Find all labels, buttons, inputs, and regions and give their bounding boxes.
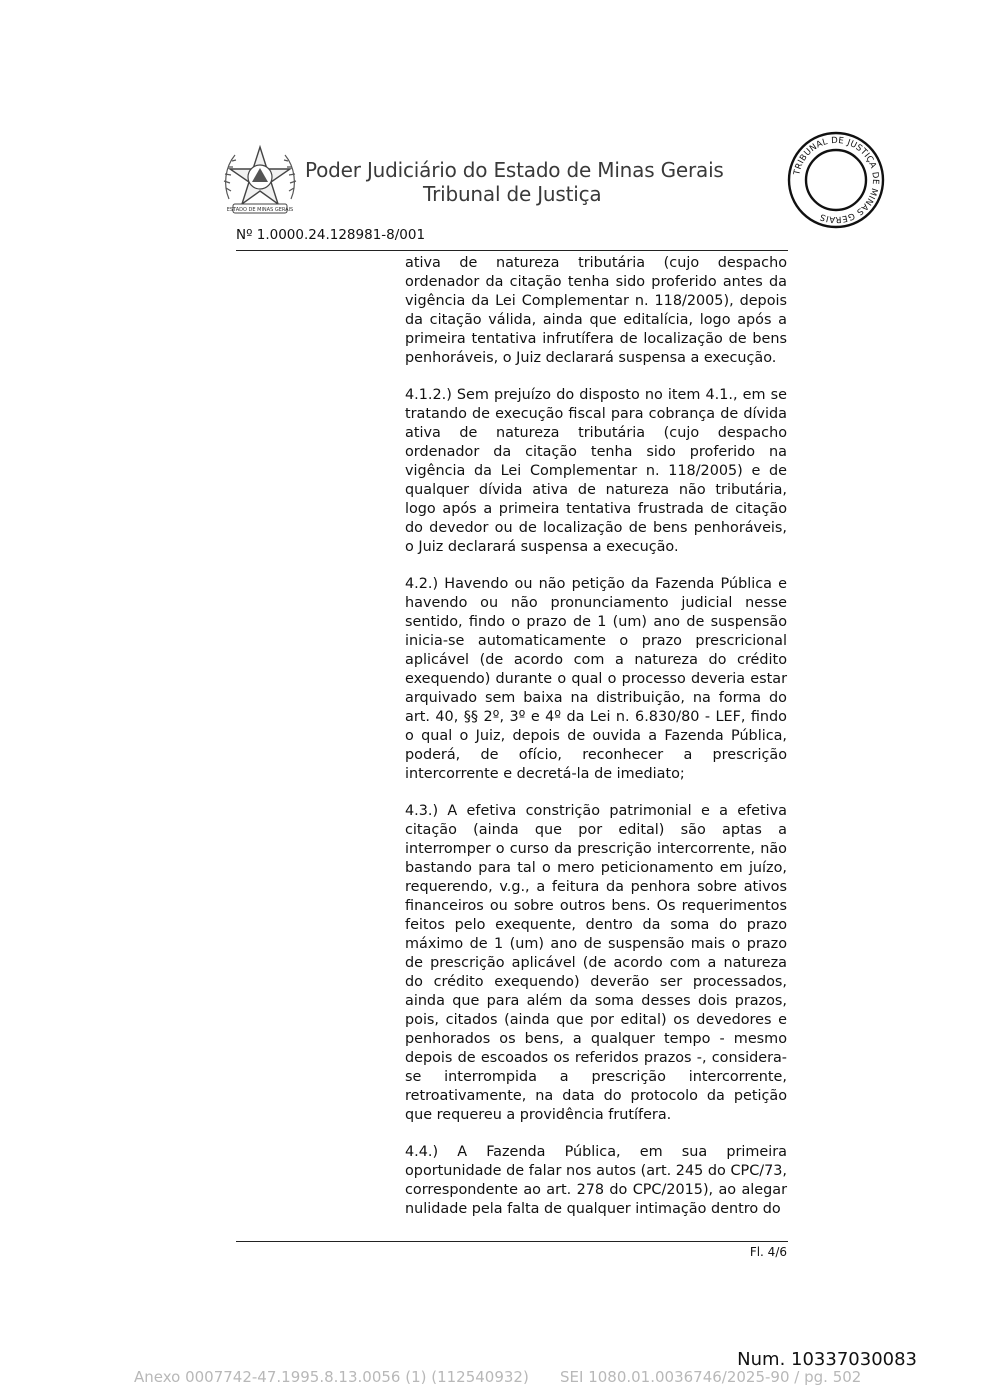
page-number: Fl. 4/6 <box>749 1245 787 1259</box>
tribunal-seal-stamp <box>786 130 886 230</box>
document-body <box>405 254 787 1237</box>
sei-page-reference: SEI 1080.01.0036746/2025-90 / pg. 502 <box>560 1368 862 1386</box>
court-name: Poder Judiciário do Estado de Minas Gerais <box>305 158 724 182</box>
paragraph: ativa de natureza tributária (cujo despacho ordenador da citação tenha sido proferido antes da vigência da Lei Complementar n. 118/2005), depois da citação válida, ainda que editalícia, logo após a primeira tentativa infrutífera de localização de bens penhoráveis, o Juiz declarará suspensa a execução. <box>405 255 787 366</box>
annex-reference: Anexo 0007742-47.1995.8.13.0056 (1) (112540932) <box>134 1368 529 1386</box>
paragraph: 4.4.) A Fazenda Pública, em sua primeira oportunidade de falar nos autos (art. 245 do CPC/73, correspondente ao art. 278 do CPC/2015), ao alegar nulidade pela falta de qualquer intimação dentro do <box>405 1144 787 1217</box>
paragraph: 4.2.) Havendo ou não petição da Fazenda Pública e havendo ou não pronunciamento judicial nesse sentido, findo o prazo de 1 (um) ano de suspensão inicia-se automaticamente o prazo prescricional aplicável (de acordo com a natureza do crédito exequendo) durante o qual o processo deveria estar arquivado sem baixa na distribuição, na forma do art. 40, §§ 2º, 3º e 4º da Lei n. 6.830/80 - LEF, findo o qual o Juiz, depois de ouvida a Fazenda Pública, poderá, de ofício, reconhecer a prescrição intercorrente e decretá-la de imediato; <box>405 576 787 782</box>
coat-of-arms-logo <box>219 141 301 223</box>
paragraph: 4.1.2.) Sem prejuízo do disposto no item 4.1., em se tratando de execução fiscal para cobrança de dívida ativa de natureza tributária (cujo despacho ordenador da citação tenha sido proferido na vigência da Lei Complementar n. 118/2005) e de qualquer dívida ativa de natureza não tributária, logo após a primeira tentativa frustrada de citação do devedor ou de localização de bens penhoráveis, o Juiz declarará suspensa a execução. <box>405 387 787 555</box>
seal-text: TRIBUNAL DE JUSTIÇA DE MINAS GERAIS <box>792 135 881 225</box>
top-divider <box>236 250 788 251</box>
tribunal-name: Tribunal de Justiça <box>423 182 602 206</box>
process-number: Nº 1.0000.24.128981-8/001 <box>236 227 426 243</box>
bottom-divider <box>236 1241 788 1242</box>
document-id-number: Num. 10337030083 <box>737 1349 917 1370</box>
court-header-title <box>305 158 725 206</box>
crest-ribbon-text: ESTADO DE MINAS GERAIS <box>226 207 294 213</box>
paragraph: 4.3.) A efetiva constrição patrimonial e a efetiva citação (ainda que por edital) são aptas a interromper o curso da prescrição intercorrente, não bastando para tal o mero peticionamento em juízo, requerendo, v.g., a feitura da penhora sobre ativos financeiros ou sobre outros bens. Os requerimentos feitos pelo exequente, dentro da soma do prazo máximo de 1 (um) ano de suspensão mais o prazo de prescrição aplicável (de acordo com a natureza do crédito exequendo) deverão ser processados, ainda que para além da soma desses dois prazos, pois, citados (ainda que por edital) os devedores e penhorados os bens, a qualquer tempo - mesmo depois de escoados os referidos prazos -, considera-se interrompida a prescrição intercorrente, retroativamente, na data do protocolo da petição que requereu a providência frutífera. <box>405 803 787 1123</box>
